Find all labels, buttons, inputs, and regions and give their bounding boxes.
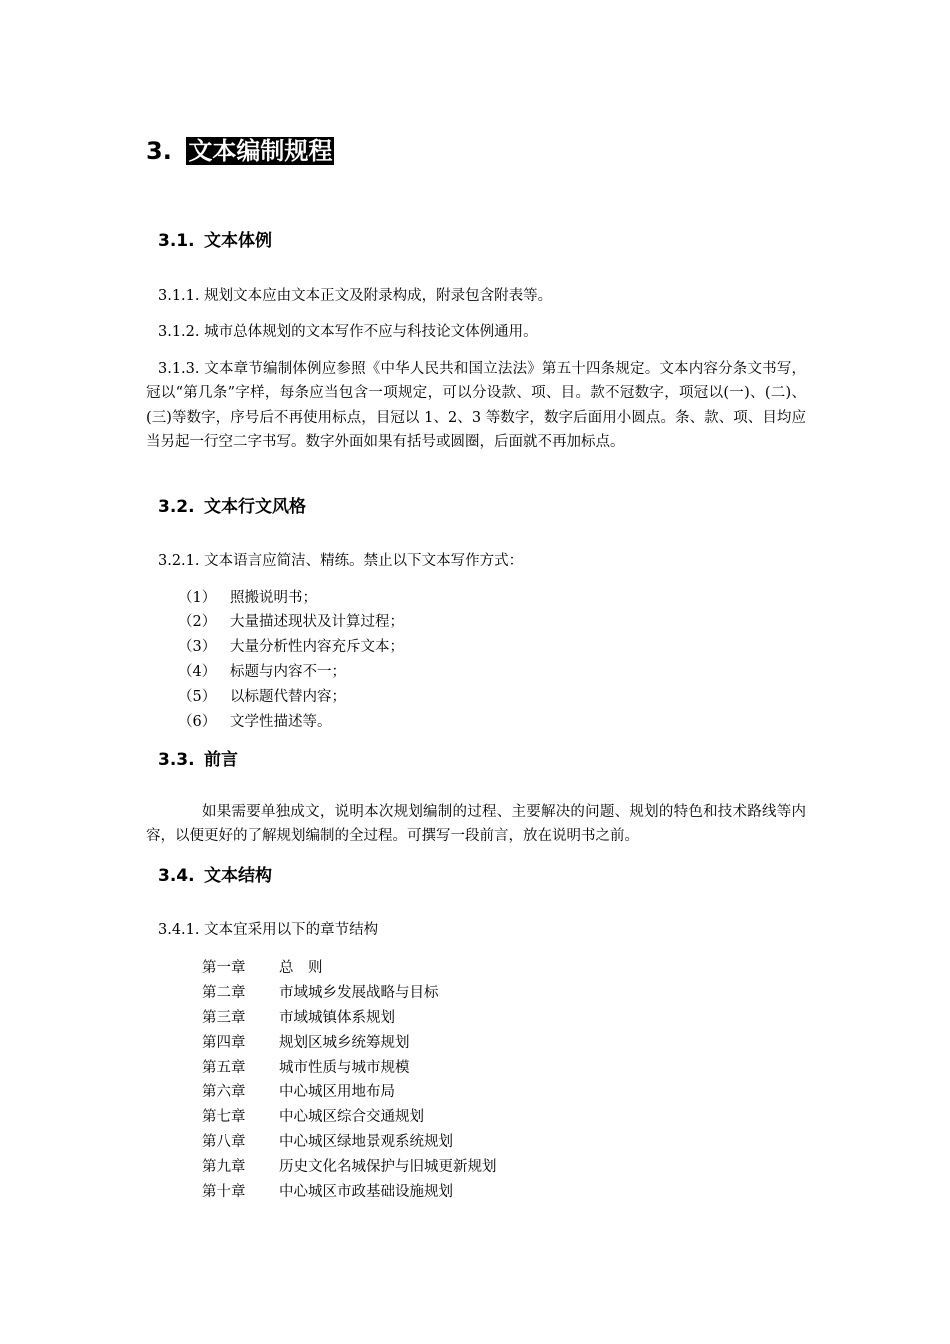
list-item-text: 大量分析性内容充斥文本； bbox=[230, 639, 404, 655]
chapter-number: 第八章 bbox=[202, 1134, 246, 1150]
section-title: 文本行文风格 bbox=[204, 497, 306, 517]
list-item-number: （2） bbox=[178, 614, 217, 630]
section-title: 前言 bbox=[204, 750, 238, 770]
chapter-number: 第四章 bbox=[202, 1035, 246, 1051]
chapter-name: 中心城区市政基础设施规划 bbox=[279, 1184, 453, 1200]
list-item-text: 文学性描述等。 bbox=[230, 714, 332, 730]
list-item-text: 照搬说明书； bbox=[230, 590, 317, 606]
chapter-name: 总 则 bbox=[279, 960, 323, 976]
clause-3-4-1: 3.4.1. 文本宜采用以下的章节结构 bbox=[158, 922, 379, 938]
chapter-list-item bbox=[202, 1031, 410, 1056]
section-title: 文本体例 bbox=[204, 231, 272, 251]
section-title: 文本结构 bbox=[204, 866, 272, 886]
list-item bbox=[178, 610, 404, 634]
clause-3-1-1: 3.1.1. 规划文本应由文本正文及附录构成，附录包含附表等。 bbox=[158, 288, 553, 304]
chapter-number: 第一章 bbox=[202, 960, 246, 976]
chapter-name: 市域城乡发展战略与目标 bbox=[279, 985, 439, 1001]
chapter-name: 中心城区绿地景观系统规划 bbox=[279, 1134, 453, 1150]
chapter-list-item bbox=[202, 1105, 424, 1130]
section-heading-3-4 bbox=[158, 864, 272, 888]
chapter-name: 中心城区综合交通规划 bbox=[279, 1109, 424, 1125]
chapter-title: 文本编制规程 bbox=[188, 137, 333, 165]
list-item-number: （4） bbox=[178, 664, 217, 680]
chapter-list-item bbox=[202, 1130, 453, 1155]
chapter-list-item bbox=[202, 1006, 395, 1031]
chapter-number: 第十章 bbox=[202, 1184, 246, 1200]
chapter-name: 规划区城乡统筹规划 bbox=[279, 1035, 410, 1051]
list-item-number: （1） bbox=[178, 590, 217, 606]
list-item bbox=[178, 586, 317, 610]
list-item-text: 大量描述现状及计算过程； bbox=[230, 614, 404, 630]
list-item bbox=[178, 660, 346, 684]
list-item bbox=[178, 635, 404, 659]
chapter-list-item bbox=[202, 1180, 453, 1205]
chapter-list-item bbox=[202, 1080, 395, 1105]
section-number: 3.4. bbox=[158, 866, 195, 886]
chapter-list-item bbox=[202, 956, 323, 981]
list-item-text: 以标题代替内容； bbox=[230, 689, 346, 705]
clause-3-1-3: 3.1.3. 文本章节编制体例应参照《中华人民共和国立法法》第五十四条规定。文本内容分条文书写，冠以“第几条”字样，每条应当包含一项规定，可以分设款、项、目。款不冠数字，项冠以(一)、(二)、(三)等数字，序号后不再使用标点，目冠以 1、2、3 等数字，数字后面用小圆点。条、款、项、目均应当另起一行空二字书写。数字外面如果有括号或圆圈，后面就不再加标点。 bbox=[146, 361, 806, 451]
chapter-name: 中心城区用地布局 bbox=[279, 1084, 395, 1100]
list-item-number: （3） bbox=[178, 639, 217, 655]
chapter-number: 第九章 bbox=[202, 1159, 246, 1175]
chapter-list-item bbox=[202, 1155, 497, 1180]
list-item-number: （6） bbox=[178, 714, 217, 730]
section-number: 3.2. bbox=[158, 497, 195, 517]
list-item bbox=[178, 710, 332, 734]
chapter-number: 第二章 bbox=[202, 985, 246, 1001]
preface-paragraph: 如果需要单独成文，说明本次规划编制的过程、主要解决的问题、规划的特色和技术路线等内容，以便更好的了解规划编制的全过程。可撰写一段前言，放在说明书之前。 bbox=[146, 804, 806, 845]
chapter-number: 第五章 bbox=[202, 1060, 246, 1076]
chapter-name: 市域城镇体系规划 bbox=[279, 1010, 395, 1026]
chapter-heading bbox=[146, 134, 334, 168]
section-number: 3.3. bbox=[158, 750, 195, 770]
chapter-number: 第六章 bbox=[202, 1084, 246, 1100]
chapter-number: 第三章 bbox=[202, 1010, 246, 1026]
section-number: 3.1. bbox=[158, 231, 195, 251]
chapter-name: 历史文化名城保护与旧城更新规划 bbox=[279, 1159, 497, 1175]
chapter-name: 城市性质与城市规模 bbox=[279, 1060, 410, 1076]
clause-3-1-2: 3.1.2. 城市总体规划的文本写作不应与科技论文体例通用。 bbox=[158, 324, 538, 340]
section-heading-3-1 bbox=[158, 229, 272, 253]
chapter-list-item bbox=[202, 981, 439, 1006]
list-item-text: 标题与内容不一； bbox=[230, 664, 346, 680]
chapter-number: 3. bbox=[146, 137, 172, 165]
list-item-number: （5） bbox=[178, 689, 217, 705]
section-heading-3-2 bbox=[158, 495, 306, 519]
chapter-number: 第七章 bbox=[202, 1109, 246, 1125]
list-item bbox=[178, 685, 346, 709]
clause-3-2-1: 3.2.1. 文本语言应简洁、精练。禁止以下文本写作方式： bbox=[158, 553, 524, 569]
section-heading-3-3 bbox=[158, 748, 238, 772]
chapter-list-item bbox=[202, 1056, 410, 1081]
